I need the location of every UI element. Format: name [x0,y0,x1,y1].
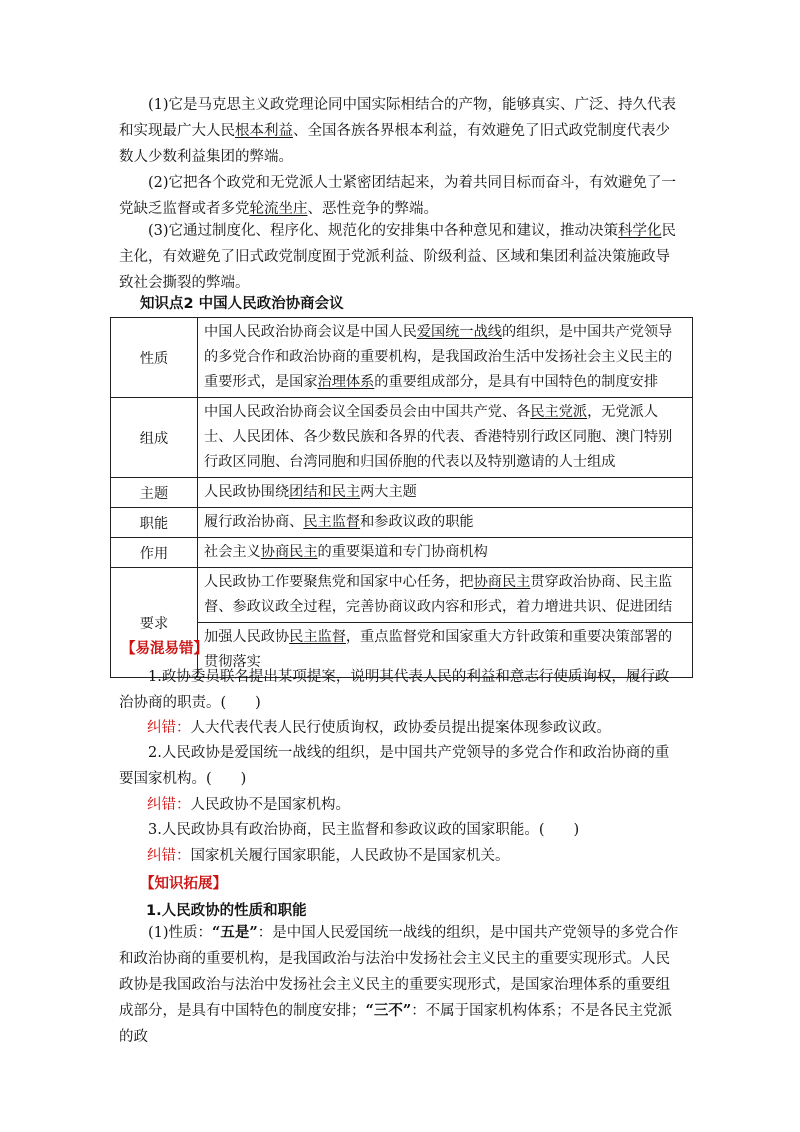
fix-label: 纠错： [147,848,191,864]
underlined-term: 协商民主 [260,544,318,560]
text: (1)它是马克思主义政党理论同中国实际相结合的产物，能够真实、广泛、持久代表和实现最广大人民 [119,97,677,139]
extension-section-title: 【知识拓展】 [140,876,227,892]
row-content [198,508,693,538]
fix-text: 人大代表代表人民行使质询权，政协委员提出提案体现参政议政。 [190,720,611,736]
table-row-zucheng [111,398,693,478]
text: 加强人民政协 [204,629,290,645]
text: 和参政议政的职能 [360,514,474,530]
confusion-question-1: 1.政协委员联名提出某项提案，说明其代表人民的利益和意志行使质询权，履行政治协商的职责。( ) [119,669,670,711]
emphasis-five: “五是” [212,924,258,941]
row-label: 职能 [111,508,198,538]
underlined-term: 科学化 [618,223,662,239]
text: 的重要渠道和专门协商机构 [317,544,488,560]
text: 履行政治协商、 [204,514,304,530]
text: 、全国各族各界根本利益，有效避免了旧式政党制度代表少数人少数利益集团的弊端。 [119,123,670,165]
text: 中国人民政治协商会议是中国人民 [204,324,417,340]
confusion-fix-3 [147,843,687,869]
fix-text: 国家机关履行国家职能，人民政协不是国家机关。 [190,848,510,864]
fix-text: 人民政协不是国家机构。 [190,797,350,813]
text: 两大主题 [360,484,417,500]
underlined-term: 爱国统一战线 [416,324,502,340]
intro-paragraph-1 [119,92,681,170]
underlined-term: 治理体系 [317,374,375,390]
text: ：是中国人民爱国统一战线的组织，是中国共产党领导的多党合作和政治协商的重要机构，是我国政治与法治中发扬社会主义民主的重要实现形式。人民政协是我国政治与法治中发扬社会主义民主的重要实现形式，是国家治理体系的重要组成部分，是具有中国特色的制度安排； [119,925,679,1019]
underlined-term: 轮流坐庄 [249,201,308,217]
extension-paragraph [119,920,681,1050]
text: (3)它通过制度化、程序化、规范化的安排集中各种意见和建议，推动决策 [148,223,619,239]
text: ：不属于国家机构体系；不是各民主党派的政 [119,1003,673,1045]
row-label: 作用 [111,538,198,568]
table-row-zuoyong [111,538,693,568]
table-row-xingzhi [111,318,693,398]
row-label: 要求 [111,568,198,678]
text: (1)性质： [148,925,213,941]
intro-paragraph-2 [119,170,681,222]
confusion-question-3: 3.人民政协具有政治协商，民主监督和参政议政的国家职能。( ) [148,822,580,838]
text: 、恶性竞争的弊端。 [307,201,438,217]
extension-subtitle: 1.人民政协的性质和职能 [146,903,307,919]
underlined-term: 民主监督 [303,514,361,530]
confusion-fix-2 [147,792,687,818]
row-content [198,538,693,568]
text: 人民政协工作要聚焦党和国家中心任务，把 [204,574,474,590]
text: 的组织，是中国共产党领导的多党合作和政治协商的重要机构，是我国政治生活中发扬社会主义民主的重要形式，是国家 [204,324,673,390]
confusion-section-title: 【易混易错】 [121,641,208,657]
knowledge-point-title: 知识点2 中国人民政治协商会议 [140,296,344,312]
emphasis-three-not: “三不” [365,1002,412,1019]
row-content [198,478,693,508]
knowledge-table [110,317,693,678]
confusion-question-2: 2.人民政协是爱国统一战线的组织，是中国共产党领导的多党合作和政治协商的重要国家机构。( ) [119,745,670,787]
underlined-term: 团结和民主 [289,484,361,500]
text: 社会主义 [204,544,261,560]
confusion-fix-1 [147,715,687,741]
row-content [198,568,693,623]
fix-label: 纠错： [147,797,191,813]
intro-paragraph-3 [119,218,681,296]
text: 中国人民政治协商会议全国委员会由中国共产党、各 [204,404,531,420]
fix-label: 纠错： [147,720,191,736]
text: 的重要组成部分，是具有中国特色的制度安排 [374,374,659,390]
row-content [198,318,693,398]
text: (2)它把各个政党和无党派人士紧密团结起来，为着共同目标而奋斗，有效避免了一党缺乏监督或者多党 [119,175,677,217]
text: 民主化，有效避免了旧式政党制度囿于党派利益、阶级利益、区域和集团利益决策施政导致社会撕裂的弊端。 [119,223,677,291]
row-label: 性质 [111,318,198,398]
text: ，重点监督党和国家重大方针政策和重要决策部署的贯彻落实 [204,629,673,670]
underlined-term: 根本利益 [235,123,293,139]
underlined-term: 民主党派 [530,404,588,420]
table-row-yaoqiu-1 [111,568,693,623]
text: 人民政协围绕 [204,484,290,500]
underlined-term: 民主监督 [289,629,346,645]
text: 贯穿政治协商、民主监督、参政议政全过程，完善协商议政内容和形式，着力增进共识、促进团结 [204,574,673,615]
underlined-term: 协商民主 [473,574,531,590]
row-label: 组成 [111,398,198,478]
row-content [198,398,693,478]
text: ，无党派人士、人民团体、各少数民族和各界的代表、香港特别行政区同胞、澳门特别行政区同胞、台湾同胞和归国侨胞的代表以及特别邀请的人士组成 [204,404,673,470]
table-row-zhuti [111,478,693,508]
row-label: 主题 [111,478,198,508]
table-row-zhineng [111,508,693,538]
